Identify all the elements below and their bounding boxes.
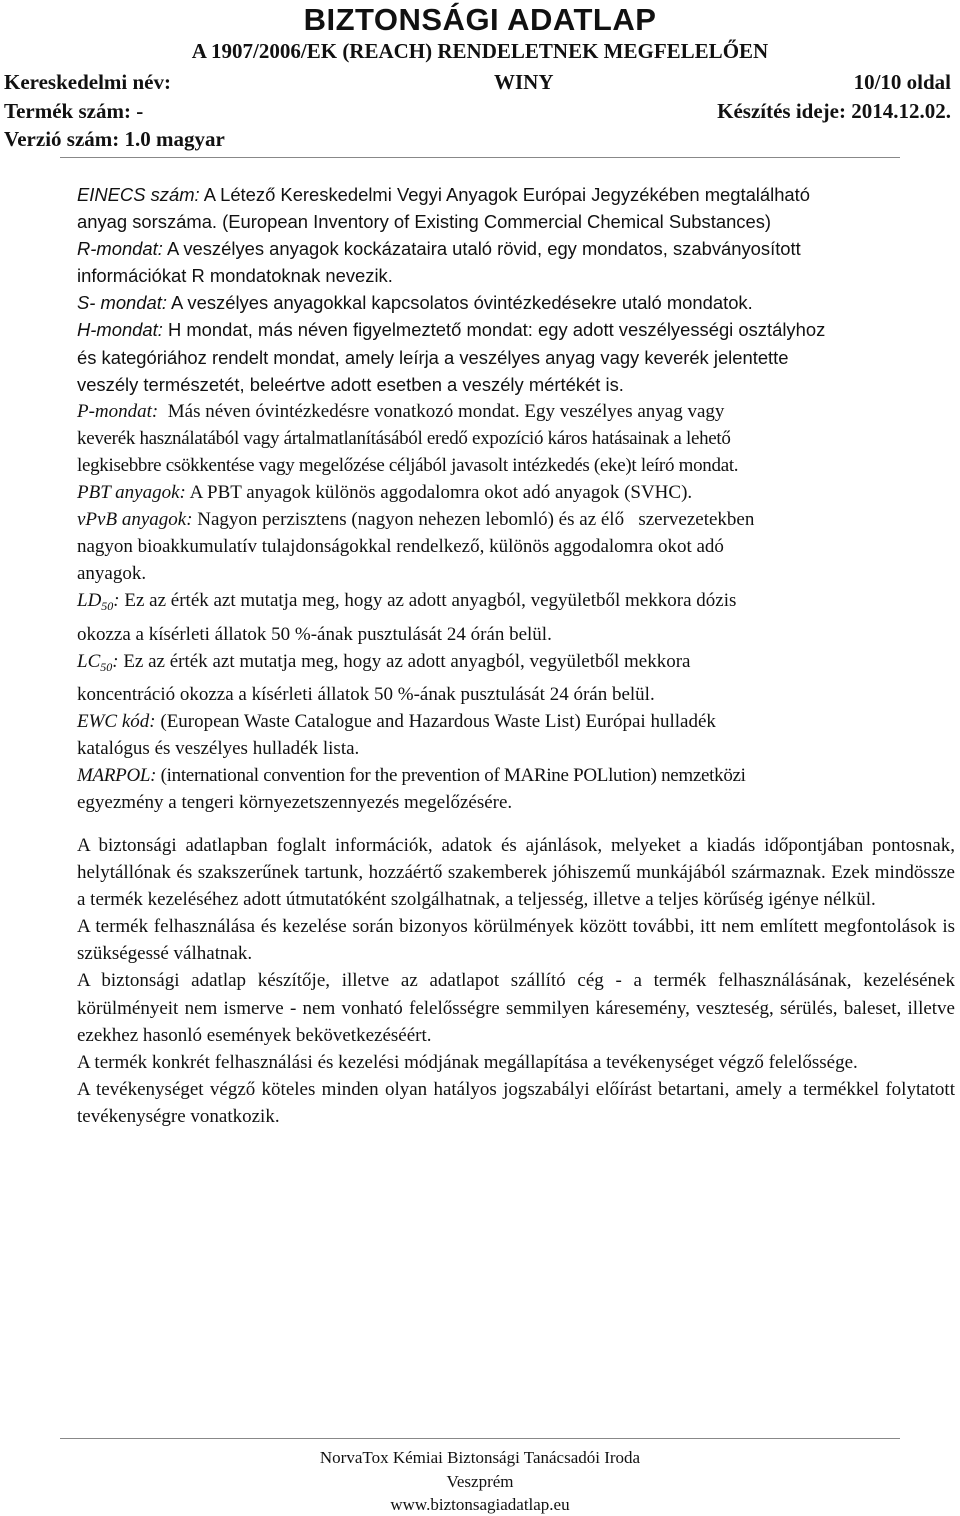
p-term: P-mondat: (77, 400, 159, 422)
p-text: Más néven óvintézkedésre vonatkozó mondat. Egy veszélyes anyag vagy (158, 400, 725, 422)
marpol-text-cont: egyezmény a tengeri környezetszennyezés megelőzésére. (77, 792, 513, 814)
h-text-cont-2: veszély természetét, beleértve adott esetben a veszély mértékét is. (77, 373, 624, 395)
version-number: Verzió szám: 1.0 magyar (4, 127, 225, 151)
document-subtitle: A 1907/2006/EK (REACH) RENDELETNEK MEGFELELŐEN (191, 39, 769, 63)
disclaimer-paragraph-5: A tevékenységet végző köteles minden olyan hatályos jogszabályi előírást betartani, amely a termékkel folytatott tevékenységre vonatkozik. (77, 1078, 955, 1127)
pbt-text: A PBT anyagok különös aggodalomra okot adó anyagok (SVHC). (185, 482, 693, 504)
document-title: BIZTONSÁGI ADATLAP (303, 2, 657, 37)
prepared-date: Készítés ideje: 2014.12.02. (717, 99, 951, 123)
ewc-term: EWC kód: (77, 710, 156, 732)
h-text: H mondat, más néven figyelmeztető mondat: egy adott veszélyességi osztályhoz (162, 319, 826, 341)
disclaimer-section (77, 832, 955, 1130)
vpvb-term: vPvB anyagok: (77, 509, 193, 531)
h-text-cont-1: és kategóriához rendelt mondat, amely leírja a veszélyes anyag vagy keverék jelentette (77, 346, 789, 368)
r-text-cont: információkat R mondatoknak nevezik. (77, 265, 393, 287)
p-text-cont-1: keverék használatából vagy ártalmatlanításából eredő expozíció káros hatásainak a lehető (77, 427, 731, 449)
trade-name: WINY (494, 70, 554, 94)
ewc-text-cont: katalógus és veszélyes hulladék lista. (77, 737, 360, 759)
disclaimer-paragraph-4: A termék konkrét felhasználási és kezelési módjának megállapítása a tevékenységet végző felelőssége. (77, 1051, 858, 1073)
lc50-term: LC (77, 650, 101, 672)
s-term: S- mondat: (77, 292, 167, 314)
header-divider (60, 157, 900, 158)
einecs-term: EINECS szám: (77, 184, 200, 205)
disclaimer-paragraph-1: A biztonsági adatlapban foglalt információk, adatok és ajánlások, melyeket a kiadás időpontjában pontosnak, helytállónak és szakszerűnek tartunk, hozzáértő szakemberek jóhiszemű munkájából származnak. Ezek mindössze a termék kezeléséhez adott útmutatóként szolgálhatnak, a teljesség, illetve a teljes körűség igénye nélkül. (77, 835, 955, 911)
ewc-text: (European Waste Catalogue and Hazardous Waste List) Európai hulladék (155, 710, 716, 732)
h-term: H-mondat: (77, 319, 163, 341)
trade-name-label: Kereskedelmi név: (4, 70, 171, 94)
footer-city: Veszprém (446, 1472, 514, 1491)
disclaimer-paragraph-2: A termék felhasználása és kezelése során bizonyos körülmények között további, itt nem említett megfontolások is szükségessé válhatnak. (77, 916, 955, 965)
vpvb-text-cont-1: nagyon bioakkumulatív tulajdonságokkal rendelkező, különös aggodalomra okot adó (77, 536, 724, 558)
lc50-text-cont: koncentráció okozza a kísérleti állatok 50 %-ának pusztulását 24 órán belül. (77, 683, 655, 705)
footer-organization: NorvaTox Kémiai Biztonsági Tanácsadói Iroda (319, 1448, 641, 1467)
disclaimer-paragraph-3: A biztonsági adatlap készítője, illetve az adatlapot szállító cég - a termék felhasználásának, kezelésének körülményeit nem ismerve - nem vonható felelősségre semmilyen káresemény, veszteség, sérülés, baleset, illetve ezekhez hasonló események bekövetkezéséért. (77, 970, 955, 1046)
einecs-text-cont: anyag sorszáma. (European Inventory of Existing Commercial Chemical Substances) (77, 211, 772, 233)
marpol-text: (international convention for the prevention of MARine POLlution) nemzetközi (156, 764, 746, 786)
lc50-subscript: 50 (100, 659, 113, 674)
pbt-term: PBT anyagok: (77, 482, 186, 504)
ld50-term: LD (77, 590, 102, 612)
r-term: R-mondat: (77, 238, 163, 260)
ld50-text: Ez az érték azt mutatja meg, hogy az adott anyagból, vegyületből mekkora dózis (119, 590, 737, 612)
definitions-section (77, 181, 955, 816)
footer-divider (60, 1438, 900, 1439)
ld50-colon: : (113, 590, 120, 612)
marpol-term: MARPOL: (77, 764, 157, 786)
product-number: Termék szám: - (4, 99, 144, 123)
footer-website[interactable]: www.biztonsagiadatlap.eu (390, 1495, 570, 1514)
vpvb-text: Nagyon perzisztens (nagyon nehezen lebomló) és az élő szervezetekben (192, 509, 755, 531)
s-text: A veszélyes anyagokkal kapcsolatos óvintézkedésekre utaló mondatok. (166, 292, 753, 314)
ld50-text-cont: okozza a kísérleti állatok 50 %-ának pusztulását 24 órán belül. (77, 623, 552, 645)
p-text-cont-2: legkisebbre csökkentése vagy megelőzése céljából javasolt intézkedés (eke)t leíró mondat. (77, 454, 739, 476)
einecs-text: A Létező Kereskedelmi Vegyi Anyagok Európai Jegyzékében megtalálható (199, 184, 810, 205)
ld50-subscript: 50 (101, 599, 114, 614)
lc50-colon: : (112, 650, 119, 672)
lc50-text: Ez az érték azt mutatja meg, hogy az adott anyagból, vegyületből mekkora (118, 650, 691, 672)
vpvb-text-cont-2: anyagok. (77, 563, 147, 585)
r-text: A veszélyes anyagok kockázataira utaló rövid, egy mondatos, szabványosított (162, 238, 801, 260)
page-number: 10/10 oldal (853, 70, 951, 94)
